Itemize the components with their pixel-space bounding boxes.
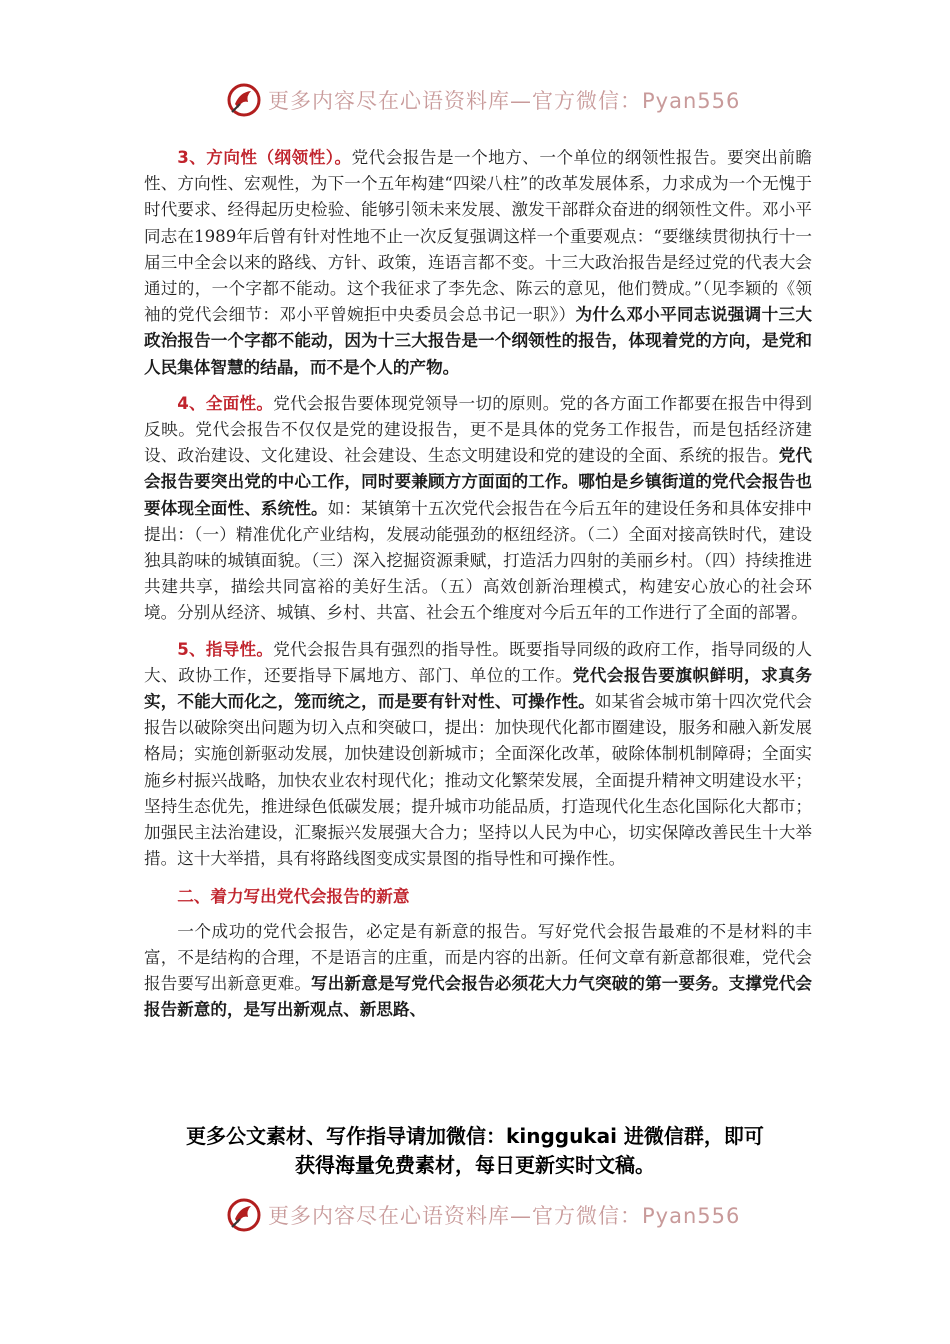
paragraph-heading: 3、方向性（纲领性）。 [177, 148, 352, 167]
paragraph-direction [144, 145, 812, 381]
paragraph-section2 [144, 919, 812, 1024]
paragraph-text: 党代会报告要体现党领导一切的原则。党的各方面工作都要在报告中得到反映。党代会报告不仅仅是党的建设报告，更不是具体的党务工作报告，而是包括经济建设、政治建设、文化建设、社会建设、生态文明建设和党的建设的全面、系统的报告。 [144, 393, 813, 466]
paragraph-text: 如：某镇第十五次党代会报告在今后五年的建设任务和具体安排中提出：（一）精准优化产业结构，发展动能强劲的枢纽经济。（二）全面对接高铁时代，建设独具韵味的城镇面貌。（三）深入挖掘资源秉赋，打造活力四射的美丽乡村。（四）持续推进共建共享，描绘共同富裕的美好生活。（五）高效创新治理模式，构建安心放心的社会环境。分别从经济、城镇、乡村、共富、社会五个维度对今后五年的工作进行了全面的部署。 [144, 498, 813, 623]
logo-icon [226, 82, 262, 118]
footer-banner [0, 1195, 950, 1235]
paragraph-heading: 5、指导性。 [177, 639, 274, 659]
paragraph-bold-text: 党代会报告要突出党的中心工作，同时要兼顾方方面面的工作。哪怕是乡镇街道的党代会报告也要体现全面性、系统性。 [144, 446, 812, 518]
paragraph-bold-text: 党代会报告要旗帜鲜明，求真务实，不能大而化之，笼而统之，而是要有针对性、可操作性。 [144, 665, 813, 712]
promo-line: 获得海量免费素材，每日更新实时文稿。 [295, 1153, 655, 1177]
header-banner-text: 更多内容尽在心语资料库—官方微信：Pyan556 [268, 89, 741, 113]
logo-icon [226, 1197, 262, 1233]
paragraph-text: 党代会报告具有强烈的指导性。既要指导同级的政府工作，指导同级的人大、政协工作，还要指导下属地方、部门、单位的工作。 [144, 639, 813, 685]
paragraph-guidance [144, 637, 812, 873]
promo-line: 更多公文素材、写作指导请加微信：kinggukai 进微信群，即可 [186, 1124, 764, 1148]
paragraph-bold-text: 写出新意是写党代会报告必须花大力气突破的第一要务。支撑党代会报告新意的，是写出新观点、新思路、 [144, 974, 813, 1020]
document-body [144, 145, 812, 1024]
footer-banner-text: 更多内容尽在心语资料库—官方微信：Pyan556 [268, 1204, 741, 1228]
paragraph-bold-text: 为什么邓小平同志说强调十三大政治报告一个字都不能动，因为十三大报告是一个纲领性的报告，体现着党的方向，是党和人民集体智慧的结晶，而不是个人的产物。 [144, 305, 813, 377]
paragraph-heading: 4、全面性。 [177, 393, 274, 413]
header-banner [0, 80, 950, 120]
promo-notice [100, 1122, 850, 1180]
paragraph-text: 一个成功的党代会报告，必定是有新意的报告。写好党代会报告最难的不是材料的丰富，不是结构的合理，不是语言的庄重，而是内容的出新。任何文章有新意都很难，党代会报告要写出新意更难。 [144, 921, 812, 994]
paragraph-text: 党代会报告是一个地方、一个单位的纲领性报告。要突出前瞻性、方向性、宏观性，为下一个五年构建“四梁八柱”的改革发展体系，力求成为一个无愧于时代要求、经得起历史检验、能够引领未来发展、激发干部群众奋进的纲领性文件。邓小平同志在1989年后曾有针对性地不止一次反复强调这样一个重要观点：“要继续贯彻执行十一届三中全会以来的路线、方针、政策，连语言都不变。十三大政治报告是经过党的代表大会通过的，一个字都不能动。这个我征求了李先念、陈云的意见，他们赞成。”（见李颖的《领袖的党代会细节：邓小平曾婉拒中央委员会总书记一职》） [144, 148, 813, 325]
paragraph-comprehensive [144, 391, 812, 627]
paragraph-text: 如某省会城市第十四次党代会报告以破除突出问题为切入点和突破口，提出：加快现代化都市圈建设，服务和融入新发展格局；实施创新驱动发展，加快建设创新城市；全面深化改革，破除体制机制障碍；全面实施乡村振兴战略，加快农业农村现代化；推动文化繁荣发展，全面提升精神文明建设水平；坚持生态优先，推进绿色低碳发展；提升城市功能品质，打造现代化生态化国际化大都市；加强民主法治建设，汇聚振兴发展强大合力；坚持以人民为中心，切实保障改善民生十大举措。这十大举措，具有将路线图变成实景图的指导性和可操作性。 [144, 692, 813, 869]
section-title: 二、着力写出党代会报告的新意 [177, 887, 410, 907]
